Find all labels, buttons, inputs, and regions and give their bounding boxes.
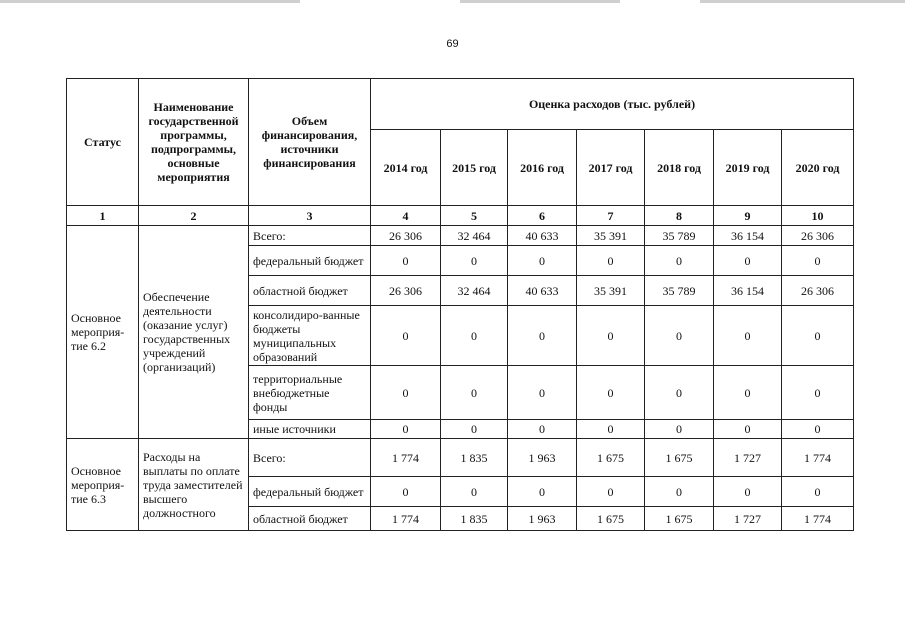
value-cell: 0 xyxy=(577,477,645,507)
value-cell: 0 xyxy=(441,306,508,366)
value-cell: 0 xyxy=(371,306,441,366)
value-cell: 1 675 xyxy=(577,439,645,477)
value-cell: 1 774 xyxy=(371,439,441,477)
value-cell: 32 464 xyxy=(441,226,508,246)
value-cell: 0 xyxy=(714,246,782,276)
value-cell: 1 675 xyxy=(645,507,714,531)
value-cell: 0 xyxy=(441,420,508,439)
source-cell: консолидиро-ванные бюджеты муниципальных образований xyxy=(249,306,371,366)
column-number: 5 xyxy=(441,206,508,226)
value-cell: 0 xyxy=(508,420,577,439)
value-cell: 0 xyxy=(441,477,508,507)
value-cell: 0 xyxy=(371,246,441,276)
value-cell: 0 xyxy=(577,420,645,439)
value-cell: 26 306 xyxy=(371,226,441,246)
value-cell: 0 xyxy=(782,420,854,439)
value-cell: 0 xyxy=(371,366,441,420)
measure-name-cell: Расходы на выплаты по оплате труда заместителей высшего должностного xyxy=(139,439,249,531)
value-cell: 0 xyxy=(508,366,577,420)
column-number: 9 xyxy=(714,206,782,226)
value-cell: 0 xyxy=(371,477,441,507)
value-cell: 0 xyxy=(645,366,714,420)
header-status: Статус xyxy=(67,79,139,206)
header-year: 2019 год xyxy=(714,130,782,206)
value-cell: 1 727 xyxy=(714,439,782,477)
header-year: 2016 год xyxy=(508,130,577,206)
value-cell: 35 789 xyxy=(645,276,714,306)
value-cell: 26 306 xyxy=(371,276,441,306)
value-cell: 1 675 xyxy=(645,439,714,477)
value-cell: 1 835 xyxy=(441,439,508,477)
header-name: Наименование государственной программы, подпрограммы, основные мероприятия xyxy=(139,79,249,206)
value-cell: 0 xyxy=(645,420,714,439)
value-cell: 40 633 xyxy=(508,226,577,246)
value-cell: 32 464 xyxy=(441,276,508,306)
column-number: 1 xyxy=(67,206,139,226)
source-cell: территориальные внебюджетные фонды xyxy=(249,366,371,420)
value-cell: 26 306 xyxy=(782,276,854,306)
header-year: 2020 год xyxy=(782,130,854,206)
value-cell: 0 xyxy=(508,477,577,507)
header-estimate: Оценка расходов (тыс. рублей) xyxy=(371,79,854,130)
source-cell: федеральный бюджет xyxy=(249,246,371,276)
source-cell: Всего: xyxy=(249,226,371,246)
value-cell: 0 xyxy=(371,420,441,439)
header-year: 2014 год xyxy=(371,130,441,206)
source-cell: областной бюджет xyxy=(249,276,371,306)
value-cell: 1 675 xyxy=(577,507,645,531)
source-cell: федеральный бюджет xyxy=(249,477,371,507)
column-number: 7 xyxy=(577,206,645,226)
column-number: 6 xyxy=(508,206,577,226)
column-number-row xyxy=(67,206,854,226)
status-cell: Основное мероприя-тие 6.2 xyxy=(67,226,139,439)
value-cell: 1 774 xyxy=(371,507,441,531)
value-cell: 0 xyxy=(782,246,854,276)
measure-name-cell: Обеспечение деятельности (оказание услуг) государственных учреждений (организаций) xyxy=(139,226,249,439)
column-number: 2 xyxy=(139,206,249,226)
value-cell: 0 xyxy=(441,246,508,276)
source-cell: Всего: xyxy=(249,439,371,477)
value-cell: 0 xyxy=(714,306,782,366)
scan-top-edge xyxy=(0,0,905,3)
column-number: 4 xyxy=(371,206,441,226)
column-number: 8 xyxy=(645,206,714,226)
value-cell: 26 306 xyxy=(782,226,854,246)
column-number: 10 xyxy=(782,206,854,226)
budget-table xyxy=(66,78,854,531)
value-cell: 0 xyxy=(782,477,854,507)
table-row xyxy=(67,226,854,246)
value-cell: 0 xyxy=(645,246,714,276)
value-cell: 36 154 xyxy=(714,276,782,306)
value-cell: 0 xyxy=(577,306,645,366)
header-row-top xyxy=(67,79,854,130)
value-cell: 35 789 xyxy=(645,226,714,246)
value-cell: 1 727 xyxy=(714,507,782,531)
header-year: 2017 год xyxy=(577,130,645,206)
header-year: 2018 год xyxy=(645,130,714,206)
value-cell: 0 xyxy=(577,246,645,276)
header-volume: Объем финансирования, источники финансирования xyxy=(249,79,371,206)
value-cell: 0 xyxy=(577,366,645,420)
value-cell: 0 xyxy=(508,246,577,276)
value-cell: 1 774 xyxy=(782,507,854,531)
value-cell: 0 xyxy=(714,477,782,507)
value-cell: 0 xyxy=(441,366,508,420)
value-cell: 40 633 xyxy=(508,276,577,306)
value-cell: 0 xyxy=(782,366,854,420)
source-cell: областной бюджет xyxy=(249,507,371,531)
header-year: 2015 год xyxy=(441,130,508,206)
value-cell: 1 963 xyxy=(508,507,577,531)
value-cell: 0 xyxy=(645,477,714,507)
value-cell: 0 xyxy=(782,306,854,366)
value-cell: 0 xyxy=(714,366,782,420)
column-number: 3 xyxy=(249,206,371,226)
page-number: 69 xyxy=(446,38,459,50)
value-cell: 1 835 xyxy=(441,507,508,531)
value-cell: 0 xyxy=(714,420,782,439)
status-cell: Основное мероприя-тие 6.3 xyxy=(67,439,139,531)
value-cell: 36 154 xyxy=(714,226,782,246)
source-cell: иные источники xyxy=(249,420,371,439)
value-cell: 1 963 xyxy=(508,439,577,477)
value-cell: 0 xyxy=(508,306,577,366)
value-cell: 0 xyxy=(645,306,714,366)
value-cell: 35 391 xyxy=(577,276,645,306)
value-cell: 35 391 xyxy=(577,226,645,246)
value-cell: 1 774 xyxy=(782,439,854,477)
table-row xyxy=(67,439,854,477)
